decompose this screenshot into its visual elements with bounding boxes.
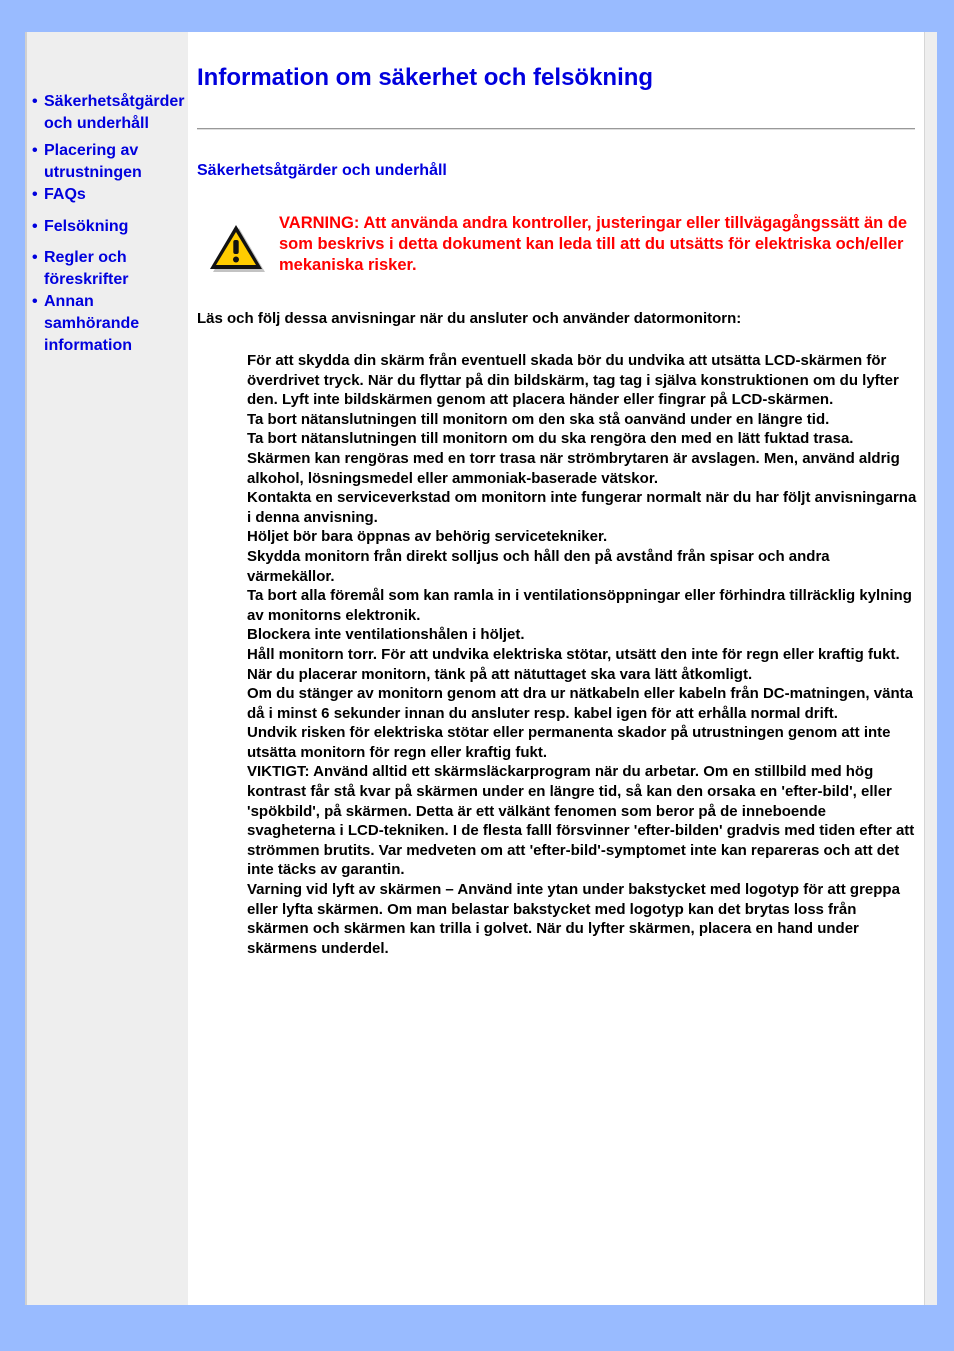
sidebar-item-sakerhet[interactable] xyxy=(32,91,190,135)
bullet-icon: • xyxy=(32,186,38,203)
page-frame xyxy=(25,32,937,1305)
list-item: Undvik risken för elektriska stötar eller permanenta skador på utrustningen genom att inte utsätta monitorn för regn eller kraftig fukt. xyxy=(247,724,891,761)
sidebar-item-annan[interactable] xyxy=(32,291,190,357)
left-sidebar xyxy=(25,32,188,1305)
list-item: Varning vid lyft av skärmen – Använd inte ytan under bakstycket med logotyp för att greppa eller lyfta skärmen. Om man belastar bakstycket med logotyp kan det brytas loss från skärmen och skärmen kan trilla i golvet. När du lyfter skärmen, placera en hand under skärmens underdel. xyxy=(247,881,900,957)
bullet-icon: • xyxy=(32,142,38,159)
bullet-icon: • xyxy=(32,293,38,310)
sidebar-link-regler[interactable]: Regler och föreskrifter xyxy=(44,249,129,288)
list-item: Ta bort nätanslutningen till monitorn om den ska stå oanvänd under en längre tid. xyxy=(247,410,830,428)
right-sidebar xyxy=(924,32,937,1305)
list-item: Ta bort nätanslutningen till monitorn om du ska rengöra den med en lätt fuktad trasa. Skärmen kan rengöras med en torr trasa när strömbrytaren är avslagen. Men, använd aldrig alkohol, lösningsmedel eller ammoniak-baserade vätskor. xyxy=(247,430,900,487)
list-item: Skydda monitorn från direkt solljus och håll den på avstånd från spisar och andra värmekällor. xyxy=(247,547,830,585)
list-item: VIKTIGT: Använd alltid ett skärmsläckarprogram när du arbetar. Om en stillbild med hög kontrast får stå kvar på skärmen under en längre tid, så kan den orsaka en 'efter-bild', eller 'spökbild', på skärmen. Detta är ett välkänt fenomen som beror på de inneboende svagheterna i LCD-tekniken. I de flesta falll försvinner 'efter-bilden' gradvis med tiden efter att strömmen brutits. Var medveten om att 'efter-bild'-symptomet inte kan repareras och att det inte täcks av garantin. xyxy=(247,763,915,879)
bullet-icon: • xyxy=(32,218,38,235)
list-item: När du placerar monitorn, tänk på att nätuttaget ska vara lätt åtkomligt. xyxy=(247,665,753,683)
sidebar-link-sakerhet[interactable]: Säkerhetsåtgärder och underhåll xyxy=(44,93,185,132)
safety-instructions-list xyxy=(247,351,917,958)
sidebar-item-placering[interactable] xyxy=(32,140,190,184)
sidebar-item-faqs[interactable] xyxy=(32,184,190,206)
list-item: Håll monitorn torr. För att undvika elektriska stötar, utsätt den inte för regn eller kraftig fukt. xyxy=(247,645,900,663)
bullet-icon: • xyxy=(32,93,38,110)
warning-text: VARNING: Att använda andra kontroller, justeringar eller tillvägagångssätt än de som beskrivs i detta dokument kan leda till att du utsätts för elektriska och/eller mekaniska risker. xyxy=(279,214,908,274)
list-item: Om du stänger av monitorn genom att dra ur nätkabeln eller kabeln från DC-matningen, vänta då i minst 6 sekunder innan du ansluter resp. kabel igen för att erhålla normal drift. xyxy=(247,685,913,722)
bullet-icon: • xyxy=(32,249,38,266)
sidebar-item-regler[interactable] xyxy=(32,247,190,291)
divider xyxy=(197,128,915,130)
sidebar-item-felsokning[interactable] xyxy=(32,216,190,238)
section-heading: Säkerhetsåtgärder och underhåll xyxy=(197,162,447,179)
sidebar-link-annan[interactable]: Annan samhörande information xyxy=(44,293,140,354)
sidebar-nav xyxy=(32,91,190,357)
list-item: Blockera inte ventilationshålen i höljet. xyxy=(247,626,525,644)
intro-text: Läs och följ dessa anvisningar när du ansluter och använder datormonitorn: xyxy=(197,310,742,327)
sidebar-link-felsokning[interactable]: Felsökning xyxy=(44,218,129,235)
list-item: Kontakta en serviceverkstad om monitorn inte fungerar normalt när du har följt anvisningarna i denna anvisning. xyxy=(247,489,917,526)
page-title: Information om säkerhet och felsökning xyxy=(197,64,654,91)
sidebar-link-faqs[interactable]: FAQs xyxy=(44,186,86,203)
sidebar-link-placering[interactable]: Placering av utrustningen xyxy=(44,142,142,181)
warning-triangle-icon xyxy=(206,223,266,273)
list-item: För att skydda din skärm från eventuell skada bör du undvika att utsätta LCD-skärmen för överdrivet tryck. När du flyttar på din bildskärm, tag tag i själva konstruktionen om du lyfter den. Lyft inte bildskärmen genom att placera händer eller fingrar på LCD-skärmen. xyxy=(247,352,899,409)
list-item: Ta bort alla föremål som kan ramla in i ventilationsöppningar eller förhindra tillräcklig kylning av monitorns elektronik. xyxy=(247,587,912,624)
list-item: Höljet bör bara öppnas av behörig servicetekniker. xyxy=(247,528,608,546)
